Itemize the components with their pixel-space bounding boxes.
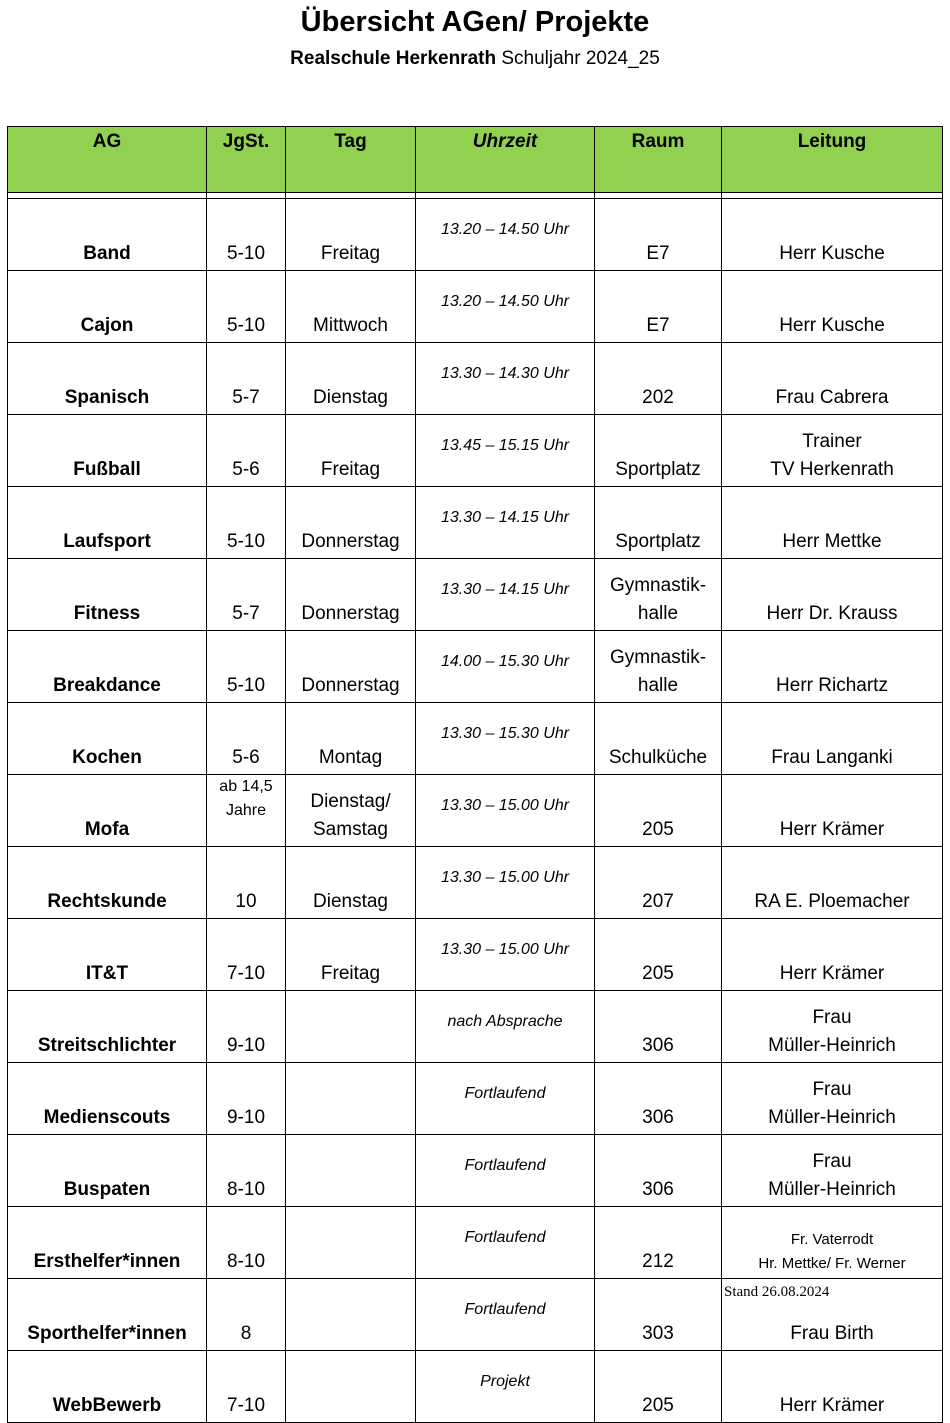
- cell-jgst-text: 9-10: [226, 1035, 266, 1056]
- cell-ag-text: Rechtskunde: [47, 891, 167, 912]
- cell-leitung: [722, 271, 943, 343]
- table-row: [8, 1207, 943, 1279]
- cell-leitung-text: Frau: [812, 1007, 852, 1028]
- cell-ag-text: Kochen: [72, 747, 142, 768]
- cell-uhrzeit-text: 13.30 – 15.00 Uhr: [440, 796, 570, 814]
- cell-raum: [595, 631, 722, 703]
- cell-uhrzeit: [416, 559, 595, 631]
- cell-uhrzeit: [416, 1063, 595, 1135]
- cell-jgst: [207, 631, 286, 703]
- table-row: [8, 1063, 943, 1135]
- cell-ag: [8, 991, 207, 1063]
- cell-tag-text: Dienstag: [313, 891, 388, 912]
- cell-tag: [286, 703, 416, 775]
- cell-tag: [286, 1279, 416, 1351]
- cell-uhrzeit: [416, 1351, 595, 1423]
- cell-tag-text: Freitag: [320, 243, 381, 264]
- cell-tag-text: Donnerstag: [301, 531, 400, 552]
- table-row: [8, 415, 943, 487]
- cell-uhrzeit: [416, 919, 595, 991]
- cell-jgst: [207, 775, 286, 847]
- cell-raum-text: 306: [642, 1035, 674, 1056]
- cell-tag-text-line2: Samstag: [313, 819, 388, 840]
- cell-raum: [595, 775, 722, 847]
- cell-uhrzeit: [416, 991, 595, 1063]
- cell-jgst-text: 5-7: [232, 603, 260, 624]
- cell-tag: [286, 415, 416, 487]
- cell-jgst-text: 5-6: [232, 747, 260, 768]
- cell-leitung: [722, 415, 943, 487]
- cell-leitung: [722, 703, 943, 775]
- cell-leitung: [722, 991, 943, 1063]
- cell-raum: [595, 1063, 722, 1135]
- cell-jgst: [207, 703, 286, 775]
- column-header-jgst: JgSt.: [207, 127, 286, 193]
- cell-uhrzeit: [416, 1207, 595, 1279]
- school-year: Schuljahr 2024_25: [496, 48, 660, 69]
- cell-tag: [286, 631, 416, 703]
- cell-jgst-text: 5-7: [232, 387, 260, 408]
- cell-ag-text: Band: [83, 243, 131, 264]
- cell-jgst: [207, 1279, 286, 1351]
- cell-tag-text: Freitag: [320, 963, 381, 984]
- cell-leitung: [722, 559, 943, 631]
- cell-leitung-text: Frau: [812, 1151, 852, 1172]
- cell-leitung-text-line2: Hr. Mettke/ Fr. Werner: [758, 1255, 906, 1272]
- cell-leitung-text: Herr Krämer: [779, 819, 885, 840]
- cell-raum-text: Sportplatz: [615, 531, 701, 552]
- cell-raum: [595, 703, 722, 775]
- cell-raum: [595, 271, 722, 343]
- stand-date: Stand 26.08.2024: [724, 1284, 830, 1300]
- cell-uhrzeit: [416, 271, 595, 343]
- cell-raum: [595, 199, 722, 271]
- cell-ag: [8, 919, 207, 991]
- cell-ag: [8, 199, 207, 271]
- cell-uhrzeit-text: 13.20 – 14.50 Uhr: [440, 220, 570, 238]
- cell-uhrzeit: [416, 415, 595, 487]
- cell-ag-text: Fußball: [73, 459, 141, 480]
- cell-raum: [595, 415, 722, 487]
- cell-leitung-text: Herr Krämer: [779, 963, 885, 984]
- cell-raum-text: Gymnastik-: [609, 575, 707, 596]
- cell-jgst: [207, 1063, 286, 1135]
- cell-jgst-text: 5-6: [232, 459, 260, 480]
- table-header-row: [8, 127, 943, 193]
- cell-leitung-text: Frau: [812, 1079, 852, 1100]
- cell-jgst: [207, 1207, 286, 1279]
- cell-leitung: [722, 199, 943, 271]
- cell-raum-text: 205: [642, 963, 674, 984]
- cell-uhrzeit-text: 13.30 – 15.30 Uhr: [440, 724, 570, 742]
- cell-uhrzeit-text: Fortlaufend: [464, 1300, 546, 1318]
- table-row: [8, 703, 943, 775]
- cell-raum-text-line2: halle: [637, 675, 679, 696]
- cell-leitung-text: Herr Kusche: [779, 315, 885, 336]
- cell-jgst-text: 9-10: [226, 1107, 266, 1128]
- cell-ag: [8, 631, 207, 703]
- cell-uhrzeit: [416, 1135, 595, 1207]
- cell-tag-text: Donnerstag: [301, 675, 400, 696]
- cell-leitung-text-line2: TV Herkenrath: [770, 459, 894, 480]
- cell-raum: [595, 991, 722, 1063]
- cell-ag-text: Spanisch: [64, 387, 150, 408]
- table-row: [8, 343, 943, 415]
- cell-ag-text: Breakdance: [53, 675, 161, 696]
- cell-ag: [8, 847, 207, 919]
- cell-tag: [286, 775, 416, 847]
- cell-uhrzeit-text: 13.30 – 14.15 Uhr: [440, 580, 570, 598]
- school-name: Realschule Herkenrath: [290, 48, 497, 69]
- table-row: [8, 559, 943, 631]
- cell-ag: [8, 1279, 207, 1351]
- cell-jgst-text: 5-10: [226, 675, 266, 696]
- cell-tag: [286, 343, 416, 415]
- cell-leitung-text: Herr Kusche: [779, 243, 885, 264]
- cell-jgst-text: 5-10: [226, 315, 266, 336]
- cell-ag: [8, 271, 207, 343]
- cell-uhrzeit-text: 13.30 – 15.00 Uhr: [440, 868, 570, 886]
- cell-leitung-text-line2: Müller-Heinrich: [768, 1035, 896, 1056]
- cell-raum: [595, 559, 722, 631]
- column-header-raum: Raum: [595, 127, 722, 193]
- cell-uhrzeit: [416, 1279, 595, 1351]
- cell-ag-text: IT&T: [85, 963, 129, 984]
- cell-uhrzeit-text: Fortlaufend: [464, 1156, 546, 1174]
- cell-jgst-text: 8-10: [226, 1179, 266, 1200]
- cell-tag: [286, 199, 416, 271]
- cell-uhrzeit-text: nach Absprache: [447, 1012, 563, 1030]
- cell-ag-text: Fitness: [73, 603, 141, 624]
- cell-tag: [286, 559, 416, 631]
- cell-leitung-text: Fr. Vaterrodt: [790, 1231, 874, 1248]
- cell-leitung: [722, 775, 943, 847]
- cell-raum-text: Gymnastik-: [609, 647, 707, 668]
- cell-leitung: [722, 631, 943, 703]
- cell-ag-text: Streitschlichter: [37, 1035, 177, 1056]
- cell-jgst: [207, 919, 286, 991]
- cell-raum-text: 212: [642, 1251, 674, 1272]
- cell-raum-text: 306: [642, 1179, 674, 1200]
- cell-uhrzeit: [416, 847, 595, 919]
- cell-leitung: [722, 343, 943, 415]
- cell-raum: [595, 487, 722, 559]
- table-row: [8, 991, 943, 1063]
- cell-tag: [286, 1351, 416, 1423]
- cell-raum: [595, 847, 722, 919]
- cell-leitung: [722, 1351, 943, 1423]
- table-row: [8, 631, 943, 703]
- cell-tag: [286, 487, 416, 559]
- cell-ag-text: Sporthelfer*innen: [27, 1323, 187, 1344]
- cell-tag: [286, 1063, 416, 1135]
- cell-ag-text: Cajon: [80, 315, 134, 336]
- cell-jgst-text: 8: [240, 1323, 252, 1344]
- cell-leitung: [722, 487, 943, 559]
- cell-jgst-text: 7-10: [226, 1395, 266, 1416]
- cell-jgst: [207, 991, 286, 1063]
- cell-leitung-text: Frau Langanki: [771, 747, 893, 768]
- cell-ag: [8, 559, 207, 631]
- cell-jgst: [207, 847, 286, 919]
- cell-ag: [8, 415, 207, 487]
- cell-leitung-text: Herr Mettke: [782, 531, 882, 552]
- cell-jgst: [207, 1135, 286, 1207]
- cell-raum-text: 306: [642, 1107, 674, 1128]
- cell-tag: [286, 271, 416, 343]
- cell-uhrzeit-text: 13.30 – 14.15 Uhr: [440, 508, 570, 526]
- cell-ag: [8, 1063, 207, 1135]
- cell-tag: [286, 1207, 416, 1279]
- cell-leitung-text-line2: Müller-Heinrich: [768, 1107, 896, 1128]
- cell-ag: [8, 1351, 207, 1423]
- cell-ag-text: Laufsport: [63, 531, 151, 552]
- cell-uhrzeit-text: 13.30 – 14.30 Uhr: [440, 364, 570, 382]
- cell-uhrzeit: [416, 487, 595, 559]
- table-row: [8, 1351, 943, 1423]
- cell-tag-text: Montag: [318, 747, 383, 768]
- cell-tag: [286, 1135, 416, 1207]
- cell-jgst: [207, 199, 286, 271]
- page-title: Übersicht AGen/ Projekte: [300, 6, 650, 38]
- cell-tag: [286, 919, 416, 991]
- cell-uhrzeit-text: 13.30 – 15.00 Uhr: [440, 940, 570, 958]
- cell-ag: [8, 703, 207, 775]
- cell-uhrzeit: [416, 631, 595, 703]
- cell-uhrzeit: [416, 775, 595, 847]
- cell-ag: [8, 1135, 207, 1207]
- cell-jgst: [207, 343, 286, 415]
- cell-ag-text: Mofa: [84, 819, 130, 840]
- cell-jgst: [207, 271, 286, 343]
- cell-leitung-text: RA E. Ploemacher: [754, 891, 910, 912]
- table-row: [8, 487, 943, 559]
- cell-raum-text: 205: [642, 1395, 674, 1416]
- cell-ag-text: Medienscouts: [43, 1107, 171, 1128]
- table-row: [8, 1135, 943, 1207]
- cell-uhrzeit-text: Projekt: [480, 1372, 530, 1390]
- cell-raum-text-line2: halle: [637, 603, 679, 624]
- cell-leitung: [722, 847, 943, 919]
- cell-uhrzeit-text: Fortlaufend: [464, 1084, 546, 1102]
- table-row: [8, 919, 943, 991]
- cell-raum-text: 205: [642, 819, 674, 840]
- cell-jgst-text: 10: [235, 891, 257, 912]
- cell-leitung-text: Herr Krämer: [779, 1395, 885, 1416]
- cell-leitung: [722, 1207, 943, 1279]
- cell-ag-text: Ersthelfer*innen: [33, 1251, 181, 1272]
- cell-tag-text: Mittwoch: [313, 315, 388, 336]
- column-header-tag: Tag: [286, 127, 416, 193]
- table-row: [8, 271, 943, 343]
- cell-tag-text: Dienstag/: [310, 791, 391, 812]
- page-subtitle: [0, 48, 950, 70]
- cell-jgst: [207, 1351, 286, 1423]
- cell-jgst: [207, 415, 286, 487]
- cell-raum-text: 303: [642, 1323, 674, 1344]
- cell-jgst-text: 5-10: [226, 243, 266, 264]
- cell-raum: [595, 1207, 722, 1279]
- cell-jgst-text: 5-10: [226, 531, 266, 552]
- cell-raum: [595, 919, 722, 991]
- cell-jgst-text: 7-10: [226, 963, 266, 984]
- cell-uhrzeit-text: 13.45 – 15.15 Uhr: [440, 436, 570, 454]
- cell-raum: [595, 343, 722, 415]
- cell-leitung: [722, 919, 943, 991]
- cell-ag-text: Buspaten: [63, 1179, 151, 1200]
- cell-jgst-text: ab 14,5: [219, 778, 273, 795]
- cell-ag: [8, 343, 207, 415]
- cell-raum: [595, 1279, 722, 1351]
- cell-jgst: [207, 487, 286, 559]
- cell-ag: [8, 775, 207, 847]
- cell-jgst: [207, 559, 286, 631]
- cell-leitung-text: Frau Cabrera: [775, 387, 889, 408]
- cell-raum-text: 207: [642, 891, 674, 912]
- column-header-ag: AG: [8, 127, 207, 193]
- cell-tag: [286, 991, 416, 1063]
- table-row: [8, 199, 943, 271]
- cell-raum-text: Sportplatz: [615, 459, 701, 480]
- cell-ag-text: WebBewerb: [52, 1395, 162, 1416]
- cell-raum: [595, 1351, 722, 1423]
- cell-leitung-text: Trainer: [802, 431, 862, 452]
- cell-uhrzeit-text: 14.00 – 15.30 Uhr: [440, 652, 570, 670]
- cell-uhrzeit-text: 13.20 – 14.50 Uhr: [440, 292, 570, 310]
- cell-ag: [8, 487, 207, 559]
- cell-ag: [8, 1207, 207, 1279]
- cell-leitung-text: Herr Dr. Krauss: [766, 603, 898, 624]
- cell-tag: [286, 847, 416, 919]
- table-row: [8, 775, 943, 847]
- column-header-uhrzeit: Uhrzeit: [416, 127, 595, 193]
- cell-leitung: [722, 1135, 943, 1207]
- cell-leitung: [722, 1063, 943, 1135]
- ag-overview-table: [7, 126, 943, 1423]
- cell-leitung-text: Herr Richartz: [776, 675, 888, 696]
- cell-raum-text: Schulküche: [608, 747, 708, 768]
- cell-raum-text: E7: [646, 315, 670, 336]
- cell-tag-text: Donnerstag: [301, 603, 400, 624]
- cell-leitung-text-line2: Müller-Heinrich: [768, 1179, 896, 1200]
- column-header-leitung: Leitung: [722, 127, 943, 193]
- cell-leitung-text: Frau Birth: [790, 1323, 874, 1344]
- cell-uhrzeit-text: Fortlaufend: [464, 1228, 546, 1246]
- cell-raum: [595, 1135, 722, 1207]
- cell-uhrzeit: [416, 199, 595, 271]
- table-row: [8, 847, 943, 919]
- cell-raum-text: 202: [642, 387, 674, 408]
- cell-uhrzeit: [416, 703, 595, 775]
- cell-raum-text: E7: [646, 243, 670, 264]
- cell-tag-text: Dienstag: [313, 387, 388, 408]
- cell-jgst-text: 8-10: [226, 1251, 266, 1272]
- cell-uhrzeit: [416, 343, 595, 415]
- cell-tag-text: Freitag: [320, 459, 381, 480]
- cell-jgst-text-line2: Jahre: [225, 802, 267, 819]
